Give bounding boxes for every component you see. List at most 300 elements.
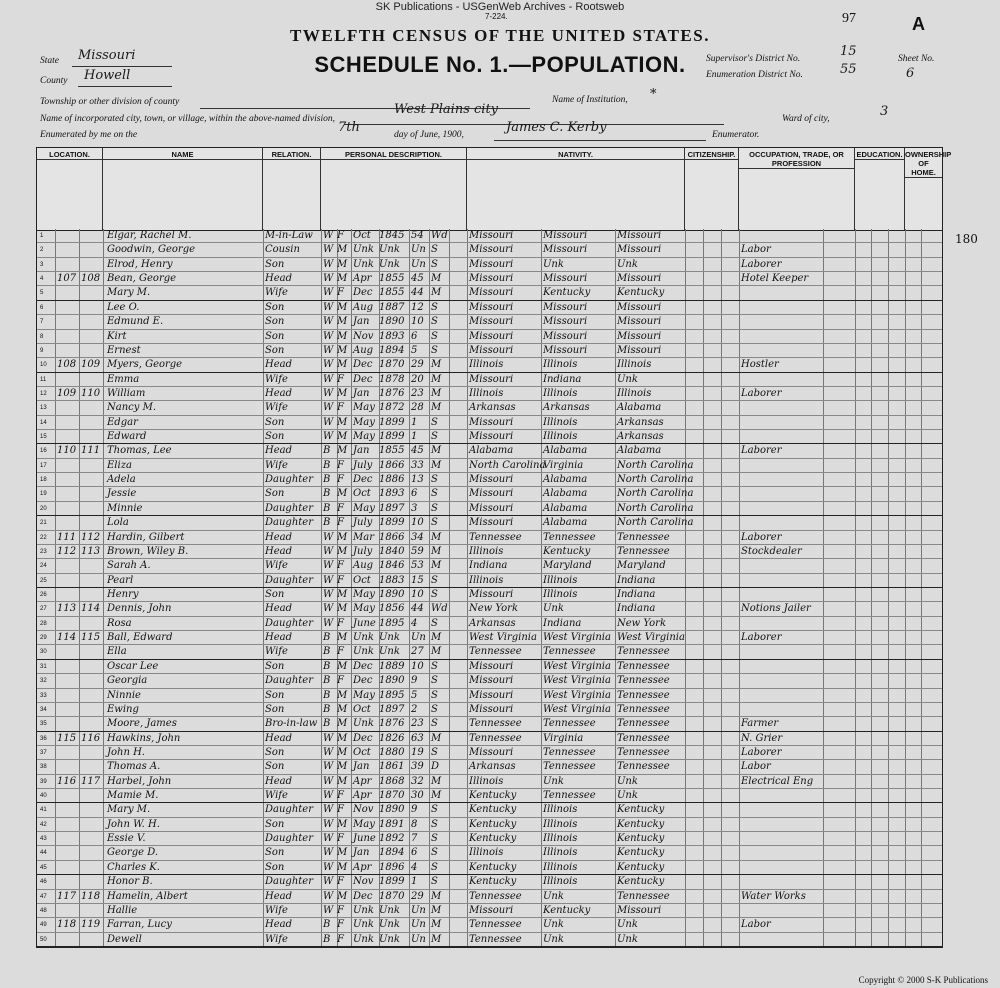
cell-pb: Missouri <box>469 287 514 299</box>
cell-pb: Missouri <box>469 517 514 529</box>
cell-name: Thomas A. <box>107 761 161 773</box>
cell-pb: Kentucky <box>469 790 517 802</box>
table-row <box>37 588 942 602</box>
cell-name: Dennis, John <box>107 603 172 615</box>
cell-s: M <box>337 244 348 256</box>
cell-c: W <box>323 761 334 773</box>
cell-pf: Missouri <box>543 316 588 328</box>
cell-yr: 1878 <box>379 373 405 385</box>
cell-mo: May <box>353 402 375 414</box>
cell-yr: 1890 <box>379 804 405 816</box>
cell-fam: 114 <box>81 603 101 615</box>
cell-pm: Kentucky <box>617 804 665 816</box>
cell-yr: Unk <box>379 258 400 270</box>
cell-m: S <box>431 258 438 270</box>
cell-c: W <box>323 545 334 557</box>
cell-c: W <box>323 344 334 356</box>
cell-rel: Daughter <box>265 502 313 514</box>
cell-pb: Alabama <box>469 445 514 457</box>
cell-c: W <box>323 560 334 572</box>
cell-rel: Daughter <box>265 675 313 687</box>
line-number: 47 <box>40 893 47 900</box>
cell-rel: Head <box>265 387 293 399</box>
cell-pm: Maryland <box>617 560 666 572</box>
cell-m: S <box>431 804 438 816</box>
cell-pf: Missouri <box>543 330 588 342</box>
cell-rel: Son <box>265 761 285 773</box>
line-number: 34 <box>40 706 47 713</box>
line-number: 22 <box>40 534 47 541</box>
cell-rel: Son <box>265 344 285 356</box>
cell-age: 5 <box>411 344 418 356</box>
cell-c: B <box>323 488 331 500</box>
cell-pm: Missouri <box>617 904 662 916</box>
state-underline <box>72 66 172 67</box>
cell-s: F <box>337 502 344 514</box>
cell-s: F <box>337 675 344 687</box>
cell-s: F <box>337 402 344 414</box>
table-row <box>37 875 942 889</box>
cell-age: 6 <box>411 330 418 342</box>
line-number: 9 <box>40 347 44 354</box>
cell-name: Brown, Wiley B. <box>107 545 189 557</box>
cell-pf: Unk <box>543 890 564 902</box>
cell-pb: Arkansas <box>469 402 516 414</box>
cell-rel: Son <box>265 258 285 270</box>
cell-name: Myers, George <box>107 359 183 371</box>
table-row <box>37 803 942 817</box>
cell-s: F <box>337 574 344 586</box>
cell-name: Mary M. <box>107 804 151 816</box>
header-relation: RELATION. <box>263 148 321 230</box>
cell-pb: Missouri <box>469 258 514 270</box>
census-title: TWELFTH CENSUS OF THE UNITED STATES. <box>290 26 710 45</box>
table-row <box>37 861 942 875</box>
cell-pb: Missouri <box>469 373 514 385</box>
cell-mo: Nov <box>353 804 374 816</box>
table-row <box>37 444 942 458</box>
cell-mo: Apr <box>353 790 372 802</box>
cell-pb: New York <box>469 603 518 615</box>
cell-occ: Hostler <box>741 359 779 371</box>
cell-mo: May <box>353 818 375 830</box>
cell-rel: Daughter <box>265 517 313 529</box>
cell-pf: Missouri <box>543 244 588 256</box>
cell-pm: Alabama <box>617 445 662 457</box>
cell-age: 29 <box>411 890 424 902</box>
cell-rel: Son <box>265 316 285 328</box>
cell-rel: Wife <box>265 790 288 802</box>
line-number: 12 <box>40 390 47 397</box>
cell-age: 7 <box>411 833 418 845</box>
cell-pm: North Carolina <box>617 459 694 471</box>
cell-rel: Son <box>265 330 285 342</box>
table-row <box>37 775 942 789</box>
table-row <box>37 818 942 832</box>
enumeration-value: 55 <box>840 62 857 77</box>
cell-m: M <box>431 373 442 385</box>
cell-pb: Missouri <box>469 502 514 514</box>
schedule-title: SCHEDULE No. 1.—POPULATION. <box>314 52 686 77</box>
cell-mo: June <box>353 617 376 629</box>
cell-yr: 1868 <box>379 775 405 787</box>
county-value: Howell <box>84 68 131 83</box>
cell-c: B <box>323 646 331 658</box>
cell-mo: May <box>353 689 375 701</box>
cell-yr: 1866 <box>379 459 405 471</box>
cell-age: 15 <box>411 574 424 586</box>
county-label: County <box>40 76 68 86</box>
cell-occ: Laborer <box>741 445 782 457</box>
cell-mo: Jan <box>353 316 370 328</box>
cell-age: 6 <box>411 847 418 859</box>
cell-pm: Missouri <box>617 244 662 256</box>
cell-pb: Illinois <box>469 545 504 557</box>
cell-rel: Wife <box>265 933 288 945</box>
line-number: 19 <box>40 491 47 498</box>
cell-pb: Kentucky <box>469 876 517 888</box>
cell-yr: 1891 <box>379 818 405 830</box>
cell-pf: Indiana <box>543 373 582 385</box>
ward-label: Ward of city, <box>782 114 830 124</box>
cell-pm: Tennessee <box>617 703 670 715</box>
cell-name: John H. <box>107 746 145 758</box>
line-number: 39 <box>40 778 47 785</box>
cell-age: 1 <box>411 876 418 888</box>
cell-pf: Alabama <box>543 517 588 529</box>
cell-s: M <box>337 531 348 543</box>
cell-m: S <box>431 718 438 730</box>
line-number: 43 <box>40 836 47 843</box>
cell-mo: Apr <box>353 861 372 873</box>
cell-yr: Unk <box>379 933 400 945</box>
cell-age: 10 <box>411 316 424 328</box>
cell-name: Edmund E. <box>107 316 164 328</box>
cell-m: M <box>431 732 442 744</box>
cell-mo: Oct <box>353 230 371 241</box>
cell-name: Elgar, Rachel M. <box>107 230 192 241</box>
cell-name: George D. <box>107 847 159 859</box>
cell-rel: Head <box>265 919 293 931</box>
cell-pm: West Virginia <box>617 632 685 644</box>
cell-pm: North Carolina <box>617 474 694 486</box>
cell-age: 1 <box>411 431 418 443</box>
cell-s: F <box>337 373 344 385</box>
cell-rel: Head <box>265 732 293 744</box>
cell-m: S <box>431 316 438 328</box>
cell-rel: Son <box>265 746 285 758</box>
cell-pf: Tennessee <box>543 746 596 758</box>
cell-yr: 1899 <box>379 431 405 443</box>
cell-pf: Arkansas <box>543 402 590 414</box>
cell-c: W <box>323 273 334 285</box>
table-row <box>37 732 942 746</box>
cell-fam: 119 <box>81 919 101 931</box>
cell-pb: Kentucky <box>469 818 517 830</box>
cell-yr: 1855 <box>379 287 405 299</box>
cell-s: M <box>337 344 348 356</box>
cell-mo: Jan <box>353 847 370 859</box>
supervisor-label: Supervisor's District No. <box>706 54 801 64</box>
cell-pb: Illinois <box>469 775 504 787</box>
institution-value: * <box>650 87 657 102</box>
cell-yr: 1894 <box>379 847 405 859</box>
cell-age: 20 <box>411 373 424 385</box>
cell-s: M <box>337 746 348 758</box>
cell-yr: Unk <box>379 904 400 916</box>
cell-dw: 115 <box>57 732 77 744</box>
cell-fam: 108 <box>81 273 101 285</box>
cell-rel: Wife <box>265 646 288 658</box>
cell-name: Essie V. <box>107 833 146 845</box>
cell-rel: Head <box>265 531 293 543</box>
cell-fam: 113 <box>81 545 101 557</box>
cell-s: M <box>337 488 348 500</box>
cell-name: Lola <box>107 517 129 529</box>
cell-name: Georgia <box>107 675 148 687</box>
cell-pf: Tennessee <box>543 531 596 543</box>
cell-name: Farran, Lucy <box>107 919 172 931</box>
table-row <box>37 272 942 286</box>
cell-s: F <box>337 230 344 241</box>
cell-yr: 1890 <box>379 675 405 687</box>
cell-dw: 111 <box>57 531 77 543</box>
cell-age: 13 <box>411 474 424 486</box>
cell-c: W <box>323 373 334 385</box>
table-row <box>37 430 942 444</box>
state-label: State <box>40 56 59 66</box>
cell-age: 30 <box>411 790 424 802</box>
cell-s: M <box>337 761 348 773</box>
cell-fam: 118 <box>81 890 101 902</box>
cell-mo: Jan <box>353 761 370 773</box>
cell-age: Un <box>411 933 426 945</box>
sheet-label: Sheet No. <box>898 54 935 64</box>
cell-yr: Unk <box>379 632 400 644</box>
cell-name: Adela <box>107 474 136 486</box>
cell-m: S <box>431 574 438 586</box>
cell-pb: Tennessee <box>469 919 522 931</box>
cell-m: S <box>431 675 438 687</box>
line-number: 20 <box>40 505 47 512</box>
cell-rel: Son <box>265 416 285 428</box>
cell-rel: Head <box>265 603 293 615</box>
line-number: 13 <box>40 405 47 412</box>
cell-pf: Unk <box>543 258 564 270</box>
cell-age: 1 <box>411 416 418 428</box>
cell-mo: July <box>353 459 373 471</box>
cell-pm: Tennessee <box>617 718 670 730</box>
table-row <box>37 387 942 401</box>
cell-name: Jessie <box>107 488 137 500</box>
cell-pf: Illinois <box>543 861 578 873</box>
line-number: 30 <box>40 649 47 656</box>
table-row <box>37 890 942 904</box>
cell-age: Un <box>411 258 426 270</box>
cell-pf: Alabama <box>543 502 588 514</box>
cell-pm: Tennessee <box>617 732 670 744</box>
cell-m: M <box>431 560 442 572</box>
cell-pm: Missouri <box>617 230 662 241</box>
cell-yr: 1856 <box>379 603 405 615</box>
cell-name: Hamelin, Albert <box>107 890 188 902</box>
cell-yr: 1876 <box>379 387 405 399</box>
cell-s: F <box>337 790 344 802</box>
cell-name: Harbel, John <box>107 775 172 787</box>
cell-mo: Oct <box>353 574 371 586</box>
cell-pf: Tennessee <box>543 790 596 802</box>
header-personal: PERSONAL DESCRIPTION. <box>321 148 467 230</box>
cell-age: 9 <box>411 804 418 816</box>
state-value: Missouri <box>78 48 136 63</box>
cell-rel: Daughter <box>265 804 313 816</box>
cell-s: M <box>337 632 348 644</box>
cell-pm: North Carolina <box>617 488 694 500</box>
cell-yr: 1895 <box>379 689 405 701</box>
table-row <box>37 301 942 315</box>
cell-fam: 115 <box>81 632 101 644</box>
cell-pf: Illinois <box>543 589 578 600</box>
cell-rel: Bro-in-law <box>265 718 318 730</box>
cell-rel: Daughter <box>265 574 313 586</box>
cell-s: F <box>337 919 344 931</box>
page-letter: A <box>912 14 925 34</box>
cell-pb: Tennessee <box>469 933 522 945</box>
cell-m: S <box>431 488 438 500</box>
cell-name: Nancy M. <box>107 402 156 414</box>
cell-pf: Missouri <box>543 273 588 285</box>
cell-pm: North Carolina <box>617 502 694 514</box>
line-number: 18 <box>40 477 47 484</box>
cell-pb: Missouri <box>469 230 514 241</box>
cell-pm: Kentucky <box>617 287 665 299</box>
cell-yr: 1899 <box>379 416 405 428</box>
cell-s: F <box>337 459 344 471</box>
cell-c: W <box>323 847 334 859</box>
cell-pm: Tennessee <box>617 531 670 543</box>
page-number: 97 <box>842 11 856 26</box>
cell-pb: Missouri <box>469 301 514 313</box>
cell-c: W <box>323 833 334 845</box>
line-number: 10 <box>40 362 47 369</box>
cell-age: 23 <box>411 387 424 399</box>
cell-pb: Missouri <box>469 244 514 256</box>
cell-pm: Missouri <box>617 330 662 342</box>
cell-c: W <box>323 574 334 586</box>
cell-mo: Dec <box>353 474 373 486</box>
cell-rel: Wife <box>265 459 288 471</box>
table-row <box>37 229 942 243</box>
header-location: LOCATION. <box>37 148 103 230</box>
cell-name: Ninnie <box>107 689 141 701</box>
line-number: 38 <box>40 764 47 771</box>
cell-age: 44 <box>411 603 424 615</box>
cell-c: B <box>323 474 331 486</box>
cell-pb: Illinois <box>469 847 504 859</box>
cell-name: Mary M. <box>107 287 151 299</box>
line-number: 6 <box>40 304 44 311</box>
cell-age: 45 <box>411 273 424 285</box>
cell-c: B <box>323 675 331 687</box>
line-number: 23 <box>40 548 47 555</box>
cell-pb: Kentucky <box>469 861 517 873</box>
cell-s: M <box>337 861 348 873</box>
cell-mo: Dec <box>353 373 373 385</box>
cell-pb: Kentucky <box>469 804 517 816</box>
table-row <box>37 904 942 918</box>
cell-s: M <box>337 660 348 672</box>
cell-name: Honor B. <box>107 876 153 888</box>
line-number: 32 <box>40 678 47 685</box>
cell-m: M <box>431 445 442 457</box>
cell-rel: Head <box>265 445 293 457</box>
cell-m: S <box>431 301 438 313</box>
line-number: 25 <box>40 577 47 584</box>
cell-age: 8 <box>411 818 418 830</box>
cell-pb: Missouri <box>469 330 514 342</box>
cell-yr: 1889 <box>379 660 405 672</box>
cell-c: W <box>323 287 334 299</box>
cell-name: Elrod, Henry <box>107 258 173 270</box>
cell-name: Edward <box>107 431 147 443</box>
cell-name: William <box>107 387 146 399</box>
cell-pb: West Virginia <box>469 632 537 644</box>
cell-dw: 116 <box>57 775 77 787</box>
cell-age: 5 <box>411 689 418 701</box>
cell-pb: Illinois <box>469 574 504 586</box>
cell-name: Bean, George <box>107 273 177 285</box>
cell-age: 33 <box>411 459 424 471</box>
cell-pm: Unk <box>617 919 638 931</box>
cell-occ: Electrical Eng <box>741 775 814 787</box>
cell-yr: 1887 <box>379 301 405 313</box>
cell-c: W <box>323 402 334 414</box>
cell-pf: Illinois <box>543 574 578 586</box>
sheet-value: 6 <box>906 66 915 81</box>
cell-pf: Illinois <box>543 804 578 816</box>
line-number: 5 <box>40 290 44 297</box>
cell-dw: 110 <box>57 445 77 457</box>
cell-fam: 116 <box>81 732 101 744</box>
cell-pm: Kentucky <box>617 876 665 888</box>
cell-yr: 1894 <box>379 344 405 356</box>
township-label: Township or other division of county <box>40 97 180 107</box>
cell-pm: Tennessee <box>617 890 670 902</box>
table-row <box>37 531 942 545</box>
cell-c: W <box>323 244 334 256</box>
cell-yr: 1866 <box>379 531 405 543</box>
cell-mo: Unk <box>353 904 374 916</box>
cell-age: 10 <box>411 517 424 529</box>
table-row <box>37 789 942 803</box>
cell-yr: 1845 <box>379 230 405 241</box>
cell-m: M <box>431 359 442 371</box>
cell-age: 23 <box>411 718 424 730</box>
cell-name: Lee O. <box>107 301 140 313</box>
cell-rel: Daughter <box>265 474 313 486</box>
cell-rel: Son <box>265 488 285 500</box>
cell-c: B <box>323 718 331 730</box>
cell-mo: Unk <box>353 718 374 730</box>
cell-pm: Tennessee <box>617 675 670 687</box>
cell-name: Hallie <box>107 904 138 916</box>
cell-pm: Alabama <box>617 402 662 414</box>
table-row <box>37 286 942 300</box>
cell-c: B <box>323 933 331 945</box>
cell-mo: Nov <box>353 330 374 342</box>
cell-m: M <box>431 919 442 931</box>
cell-pb: North Carolina <box>469 459 546 471</box>
